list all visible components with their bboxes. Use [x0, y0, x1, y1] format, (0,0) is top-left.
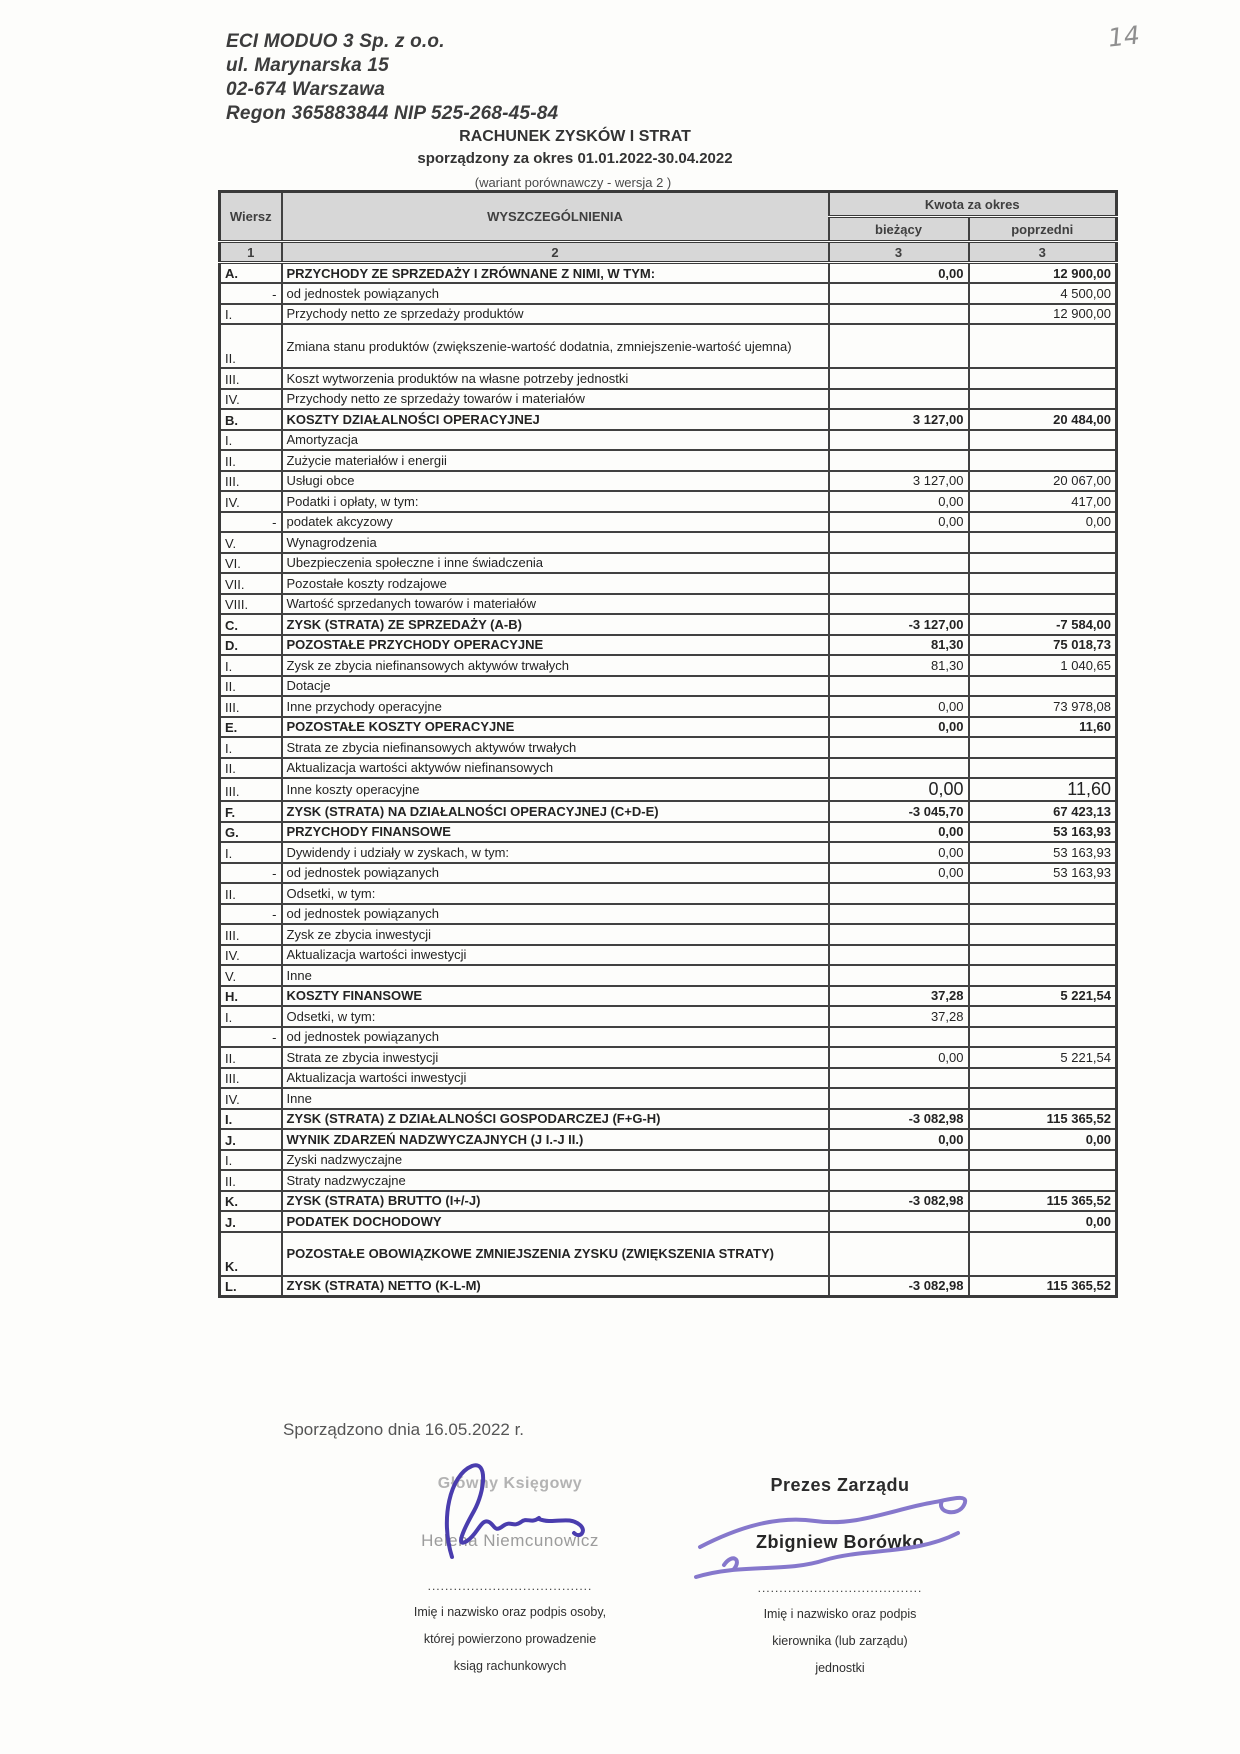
row-number-cell: IV. — [220, 491, 282, 512]
row-previous-value-cell: 417,00 — [969, 491, 1117, 512]
accountant-caption-line3: ksiąg rachunkowych — [453, 1659, 567, 1673]
row-label-cell: ZYSK (STRATA) BRUTTO (I+/-J) — [282, 1191, 829, 1212]
row-number-cell: J. — [220, 1211, 282, 1232]
row-current-value-cell — [829, 737, 969, 758]
row-number-cell: - — [220, 512, 282, 533]
row-current-value-cell — [829, 389, 969, 410]
row-label-cell: Inne — [282, 965, 829, 986]
table-row — [220, 1109, 1117, 1130]
row-previous-value-cell: 0,00 — [969, 1129, 1117, 1150]
row-previous-value-cell — [969, 594, 1117, 615]
row-previous-value-cell — [969, 368, 1117, 389]
row-number-cell: II. — [220, 450, 282, 471]
row-number-cell: I. — [220, 1109, 282, 1130]
row-label-cell: Inne koszty operacyjne — [282, 778, 829, 801]
table-row — [220, 717, 1117, 738]
table-header — [220, 192, 1117, 263]
row-previous-value-cell: 67 423,13 — [969, 801, 1117, 822]
row-previous-value-cell — [969, 1006, 1117, 1027]
row-label-cell: Strata ze zbycia niefinansowych aktywów trwałych — [282, 737, 829, 758]
row-previous-value-cell: 4 500,00 — [969, 283, 1117, 304]
table-row — [220, 1211, 1117, 1232]
signature-block-accountant — [360, 1475, 660, 1680]
row-number-cell: I. — [220, 1150, 282, 1171]
table-row — [220, 1150, 1117, 1171]
row-previous-value-cell: 5 221,54 — [969, 986, 1117, 1007]
table-row — [220, 389, 1117, 410]
company-address-city: 02-674 Warszawa — [226, 79, 385, 100]
row-number-cell: K. — [220, 1191, 282, 1212]
row-current-value-cell: 0,00 — [829, 717, 969, 738]
row-label-cell: Odsetki, w tym: — [282, 1006, 829, 1027]
row-current-value-cell — [829, 1150, 969, 1171]
row-label-cell: od jednostek powiązanych — [282, 283, 829, 304]
row-number-cell: IV. — [220, 1088, 282, 1109]
company-header — [226, 30, 558, 126]
row-label-cell: Pozostałe koszty rodzajowe — [282, 573, 829, 594]
row-number-cell: II. — [220, 1170, 282, 1191]
table-row — [220, 1276, 1117, 1297]
row-number-cell: C. — [220, 614, 282, 635]
row-label-cell: Zmiana stanu produktów (zwiększenie-wartość dodatnia, zmniejszenie-wartość ujemna) — [282, 324, 829, 368]
row-previous-value-cell — [969, 945, 1117, 966]
row-label-cell: ZYSK (STRATA) ZE SPRZEDAŻY (A-B) — [282, 614, 829, 635]
row-current-value-cell: 3 127,00 — [829, 409, 969, 430]
row-label-cell: KOSZTY DZIAŁALNOŚCI OPERACYJNEJ — [282, 409, 829, 430]
table-row — [220, 822, 1117, 843]
row-label-cell: Zużycie materiałów i energii — [282, 450, 829, 471]
row-label-cell: podatek akcyzowy — [282, 512, 829, 533]
table-row — [220, 491, 1117, 512]
row-label-cell: od jednostek powiązanych — [282, 904, 829, 925]
president-role-stamp: Prezes Zarządu — [770, 1475, 910, 1495]
row-previous-value-cell: 53 163,93 — [969, 863, 1117, 884]
row-current-value-cell — [829, 883, 969, 904]
row-current-value-cell: 37,28 — [829, 1006, 969, 1027]
row-label-cell: ZYSK (STRATA) Z DZIAŁALNOŚCI GOSPODARCZEJ (F+G-H) — [282, 1109, 829, 1130]
handwritten-page-number: 14 — [1106, 20, 1142, 53]
row-previous-value-cell: 1 040,65 — [969, 655, 1117, 676]
row-current-value-cell: -3 082,98 — [829, 1276, 969, 1297]
row-label-cell: ZYSK (STRATA) NA DZIAŁALNOŚCI OPERACYJNEJ (C+D-E) — [282, 801, 829, 822]
row-current-value-cell — [829, 430, 969, 451]
row-label-cell: Zysk ze zbycia inwestycji — [282, 924, 829, 945]
row-previous-value-cell: 11,60 — [969, 778, 1117, 801]
table-row — [220, 965, 1117, 986]
row-current-value-cell — [829, 904, 969, 925]
table-row — [220, 553, 1117, 574]
table-row — [220, 1027, 1117, 1048]
row-current-value-cell — [829, 1027, 969, 1048]
table-row — [220, 1129, 1117, 1150]
row-previous-value-cell: 53 163,93 — [969, 822, 1117, 843]
row-label-cell: Strata ze zbycia inwestycji — [282, 1047, 829, 1068]
header-colnum-3a: 3 — [829, 242, 969, 263]
row-label-cell: Inne — [282, 1088, 829, 1109]
document-period: sporządzony za okres 01.01.2022-30.04.2022 — [417, 150, 733, 167]
row-current-value-cell — [829, 450, 969, 471]
row-label-cell: POZOSTAŁE PRZYCHODY OPERACYJNE — [282, 635, 829, 656]
accountant-caption-line1: Imię i nazwisko oraz podpis osoby, — [413, 1605, 607, 1619]
row-number-cell: H. — [220, 986, 282, 1007]
row-current-value-cell — [829, 1211, 969, 1232]
table-row — [220, 883, 1117, 904]
row-current-value-cell — [829, 304, 969, 325]
row-number-cell: J. — [220, 1129, 282, 1150]
table-row — [220, 573, 1117, 594]
table-row — [220, 842, 1117, 863]
signature-dotted-line: ...................................... — [757, 1581, 923, 1595]
signature-dotted-line: ...................................... — [427, 1579, 593, 1593]
row-number-cell: - — [220, 283, 282, 304]
row-number-cell: II. — [220, 1047, 282, 1068]
row-number-cell: G. — [220, 822, 282, 843]
table-row — [220, 409, 1117, 430]
row-previous-value-cell — [969, 883, 1117, 904]
row-current-value-cell — [829, 553, 969, 574]
row-previous-value-cell — [969, 1027, 1117, 1048]
row-current-value-cell: 0,00 — [829, 842, 969, 863]
row-label-cell: od jednostek powiązanych — [282, 863, 829, 884]
row-previous-value-cell: 53 163,93 — [969, 842, 1117, 863]
row-label-cell: WYNIK ZDARZEŃ NADZWYCZAJNYCH (J I.-J II.) — [282, 1129, 829, 1150]
row-number-cell: III. — [220, 1068, 282, 1089]
row-previous-value-cell — [969, 924, 1117, 945]
row-previous-value-cell — [969, 737, 1117, 758]
table-row — [220, 1088, 1117, 1109]
row-number-cell: III. — [220, 924, 282, 945]
table-row — [220, 430, 1117, 451]
table-row — [220, 1006, 1117, 1027]
row-current-value-cell — [829, 1232, 969, 1276]
company-regon-nip: Regon 365883844 NIP 525-268-45-84 — [226, 103, 559, 124]
row-previous-value-cell — [969, 1150, 1117, 1171]
header-wiersz: Wiersz — [220, 192, 282, 242]
row-number-cell: I. — [220, 304, 282, 325]
row-number-cell: V. — [220, 965, 282, 986]
table-row — [220, 801, 1117, 822]
row-number-cell: I. — [220, 1006, 282, 1027]
table-row — [220, 778, 1117, 801]
document-title: RACHUNEK ZYSKÓW I STRAT — [459, 128, 691, 145]
row-number-cell: VII. — [220, 573, 282, 594]
row-previous-value-cell — [969, 553, 1117, 574]
row-previous-value-cell — [969, 450, 1117, 471]
row-label-cell: Straty nadzwyczajne — [282, 1170, 829, 1191]
header-kwota-za-okres: Kwota za okres — [829, 192, 1117, 217]
table-row — [220, 304, 1117, 325]
row-number-cell: L. — [220, 1276, 282, 1297]
row-previous-value-cell — [969, 389, 1117, 410]
table-row — [220, 737, 1117, 758]
row-previous-value-cell: 115 365,52 — [969, 1109, 1117, 1130]
row-previous-value-cell: 20 067,00 — [969, 471, 1117, 492]
row-previous-value-cell — [969, 1170, 1117, 1191]
row-label-cell: PRZYCHODY FINANSOWE — [282, 822, 829, 843]
row-current-value-cell — [829, 573, 969, 594]
row-label-cell: Inne przychody operacyjne — [282, 696, 829, 717]
table-row — [220, 614, 1117, 635]
row-number-cell: E. — [220, 717, 282, 738]
row-number-cell: I. — [220, 430, 282, 451]
row-current-value-cell: 0,00 — [829, 512, 969, 533]
row-previous-value-cell — [969, 1088, 1117, 1109]
table-row — [220, 655, 1117, 676]
row-label-cell: POZOSTAŁE KOSZTY OPERACYJNE — [282, 717, 829, 738]
row-current-value-cell: 81,30 — [829, 655, 969, 676]
row-number-cell: III. — [220, 471, 282, 492]
president-caption-line2: kierownika (lub zarządu) — [772, 1634, 908, 1648]
row-previous-value-cell — [969, 573, 1117, 594]
row-label-cell: Przychody netto ze sprzedaży towarów i materiałów — [282, 389, 829, 410]
row-previous-value-cell — [969, 430, 1117, 451]
row-label-cell: Podatki i opłaty, w tym: — [282, 491, 829, 512]
row-current-value-cell — [829, 965, 969, 986]
row-current-value-cell: 0,00 — [829, 491, 969, 512]
row-number-cell: - — [220, 863, 282, 884]
president-name-stamp: Zbigniew Borówko — [756, 1532, 924, 1552]
row-current-value-cell — [829, 1068, 969, 1089]
row-number-cell: B. — [220, 409, 282, 430]
row-label-cell: PODATEK DOCHODOWY — [282, 1211, 829, 1232]
row-number-cell: VI. — [220, 553, 282, 574]
row-previous-value-cell — [969, 532, 1117, 553]
row-label-cell: POZOSTAŁE OBOWIĄZKOWE ZMNIEJSZENIA ZYSKU (ZWIĘKSZENIA STRATY) — [282, 1232, 829, 1276]
table-row — [220, 696, 1117, 717]
header-colnum-1: 1 — [220, 242, 282, 263]
row-previous-value-cell: -7 584,00 — [969, 614, 1117, 635]
row-current-value-cell: -3 082,98 — [829, 1109, 969, 1130]
president-caption — [690, 1601, 990, 1682]
row-previous-value-cell: 11,60 — [969, 717, 1117, 738]
row-label-cell: Aktualizacja wartości inwestycji — [282, 1068, 829, 1089]
table-row — [220, 283, 1117, 304]
row-previous-value-cell: 5 221,54 — [969, 1047, 1117, 1068]
row-number-cell: IV. — [220, 945, 282, 966]
table-row — [220, 368, 1117, 389]
row-label-cell: Usługi obce — [282, 471, 829, 492]
row-label-cell: Zysk ze zbycia niefinansowych aktywów trwałych — [282, 655, 829, 676]
row-label-cell: od jednostek powiązanych — [282, 1027, 829, 1048]
row-number-cell: - — [220, 1027, 282, 1048]
row-label-cell: Przychody netto ze sprzedaży produktów — [282, 304, 829, 325]
row-label-cell: Zyski nadzwyczajne — [282, 1150, 829, 1171]
table-row — [220, 594, 1117, 615]
row-previous-value-cell: 12 900,00 — [969, 263, 1117, 284]
row-number-cell: I. — [220, 842, 282, 863]
row-current-value-cell — [829, 1088, 969, 1109]
table-row — [220, 532, 1117, 553]
row-current-value-cell: -3 082,98 — [829, 1191, 969, 1212]
accountant-caption — [360, 1599, 660, 1680]
row-number-cell: D. — [220, 635, 282, 656]
row-number-cell: VIII. — [220, 594, 282, 615]
row-label-cell: Ubezpieczenia społeczne i inne świadczenia — [282, 553, 829, 574]
row-current-value-cell: -3 045,70 — [829, 801, 969, 822]
document-variant: (wariant porównawczy - wersja 2 ) — [474, 175, 672, 190]
table-row — [220, 324, 1117, 368]
row-current-value-cell: 81,30 — [829, 635, 969, 656]
row-label-cell: ZYSK (STRATA) NETTO (K-L-M) — [282, 1276, 829, 1297]
row-current-value-cell — [829, 324, 969, 368]
row-current-value-cell — [829, 283, 969, 304]
row-current-value-cell: 0,00 — [829, 1047, 969, 1068]
table-row — [220, 986, 1117, 1007]
header-colnum-2: 2 — [282, 242, 829, 263]
table-row — [220, 1170, 1117, 1191]
row-current-value-cell: -3 127,00 — [829, 614, 969, 635]
row-label-cell: Aktualizacja wartości inwestycji — [282, 945, 829, 966]
row-current-value-cell: 0,00 — [829, 1129, 969, 1150]
row-number-cell: II. — [220, 758, 282, 779]
row-previous-value-cell — [969, 904, 1117, 925]
president-caption-line1: Imię i nazwisko oraz podpis — [763, 1607, 917, 1621]
president-caption-line3: jednostki — [815, 1661, 865, 1675]
row-previous-value-cell: 12 900,00 — [969, 304, 1117, 325]
row-current-value-cell — [829, 1170, 969, 1191]
pnl-table-body — [220, 263, 1117, 1297]
row-current-value-cell — [829, 368, 969, 389]
accountant-caption-line2: której powierzono prowadzenie — [423, 1632, 597, 1646]
row-label-cell: Wartość sprzedanych towarów i materiałów — [282, 594, 829, 615]
table-row — [220, 450, 1117, 471]
table-row — [220, 1232, 1117, 1276]
header-colnum-3b: 3 — [969, 242, 1117, 263]
row-number-cell: I. — [220, 737, 282, 758]
row-previous-value-cell — [969, 758, 1117, 779]
row-number-cell: F. — [220, 801, 282, 822]
row-number-cell: - — [220, 904, 282, 925]
row-previous-value-cell: 115 365,52 — [969, 1191, 1117, 1212]
row-current-value-cell — [829, 758, 969, 779]
row-current-value-cell — [829, 924, 969, 945]
table-row — [220, 512, 1117, 533]
row-previous-value-cell — [969, 324, 1117, 368]
row-label-cell: KOSZTY FINANSOWE — [282, 986, 829, 1007]
row-number-cell: II. — [220, 676, 282, 697]
row-current-value-cell: 0,00 — [829, 696, 969, 717]
accountant-name-stamp: Helena Niemcunowicz — [421, 1531, 599, 1550]
row-previous-value-cell: 115 365,52 — [969, 1276, 1117, 1297]
row-previous-value-cell: 0,00 — [969, 512, 1117, 533]
row-number-cell: III. — [220, 368, 282, 389]
table-row — [220, 945, 1117, 966]
row-number-cell: II. — [220, 324, 282, 368]
table-row — [220, 1191, 1117, 1212]
row-previous-value-cell — [969, 1068, 1117, 1089]
header-wyszczegolnienia: WYSZCZEGÓLNIENIA — [282, 192, 829, 242]
profit-loss-table — [218, 190, 1118, 1298]
row-label-cell: PRZYCHODY ZE SPRZEDAŻY I ZRÓWNANE Z NIMI, W TYM: — [282, 263, 829, 284]
row-current-value-cell — [829, 945, 969, 966]
company-name: ECI MODUO 3 Sp. z o.o. — [226, 31, 445, 52]
signature-block-president — [690, 1475, 990, 1682]
header-poprzedni: poprzedni — [969, 217, 1117, 242]
row-label-cell: Dywidendy i udziały w zyskach, w tym: — [282, 842, 829, 863]
table-row — [220, 676, 1117, 697]
row-current-value-cell: 3 127,00 — [829, 471, 969, 492]
row-current-value-cell — [829, 676, 969, 697]
table-row — [220, 1047, 1117, 1068]
table-row — [220, 263, 1117, 284]
row-number-cell: III. — [220, 696, 282, 717]
table-row — [220, 471, 1117, 492]
row-label-cell: Dotacje — [282, 676, 829, 697]
row-number-cell: A. — [220, 263, 282, 284]
row-current-value-cell: 37,28 — [829, 986, 969, 1007]
row-label-cell: Wynagrodzenia — [282, 532, 829, 553]
row-number-cell: III. — [220, 778, 282, 801]
row-number-cell: V. — [220, 532, 282, 553]
row-previous-value-cell: 73 978,08 — [969, 696, 1117, 717]
row-previous-value-cell — [969, 1232, 1117, 1276]
row-previous-value-cell: 0,00 — [969, 1211, 1117, 1232]
table-row — [220, 904, 1117, 925]
row-current-value-cell — [829, 594, 969, 615]
row-current-value-cell — [829, 532, 969, 553]
row-previous-value-cell — [969, 965, 1117, 986]
row-previous-value-cell: 20 484,00 — [969, 409, 1117, 430]
row-previous-value-cell: 75 018,73 — [969, 635, 1117, 656]
row-label-cell: Koszt wytworzenia produktów na własne potrzeby jednostki — [282, 368, 829, 389]
table-row — [220, 635, 1117, 656]
row-previous-value-cell — [969, 676, 1117, 697]
row-current-value-cell: 0,00 — [829, 778, 969, 801]
table-row — [220, 758, 1117, 779]
table-row — [220, 924, 1117, 945]
row-number-cell: II. — [220, 883, 282, 904]
row-current-value-cell: 0,00 — [829, 863, 969, 884]
accountant-role-stamp: Główny Księgowy — [437, 1475, 583, 1492]
row-number-cell: I. — [220, 655, 282, 676]
prepared-date-line: Sporządzono dnia 16.05.2022 r. — [283, 1420, 525, 1439]
row-current-value-cell: 0,00 — [829, 822, 969, 843]
row-current-value-cell: 0,00 — [829, 263, 969, 284]
row-label-cell: Aktualizacja wartości aktywów niefinansowych — [282, 758, 829, 779]
row-number-cell: IV. — [220, 389, 282, 410]
row-label-cell: Odsetki, w tym: — [282, 883, 829, 904]
row-label-cell: Amortyzacja — [282, 430, 829, 451]
table-row — [220, 1068, 1117, 1089]
company-address-street: ul. Marynarska 15 — [226, 55, 389, 76]
table-row — [220, 863, 1117, 884]
header-biezacy: bieżący — [829, 217, 969, 242]
row-number-cell: K. — [220, 1232, 282, 1276]
